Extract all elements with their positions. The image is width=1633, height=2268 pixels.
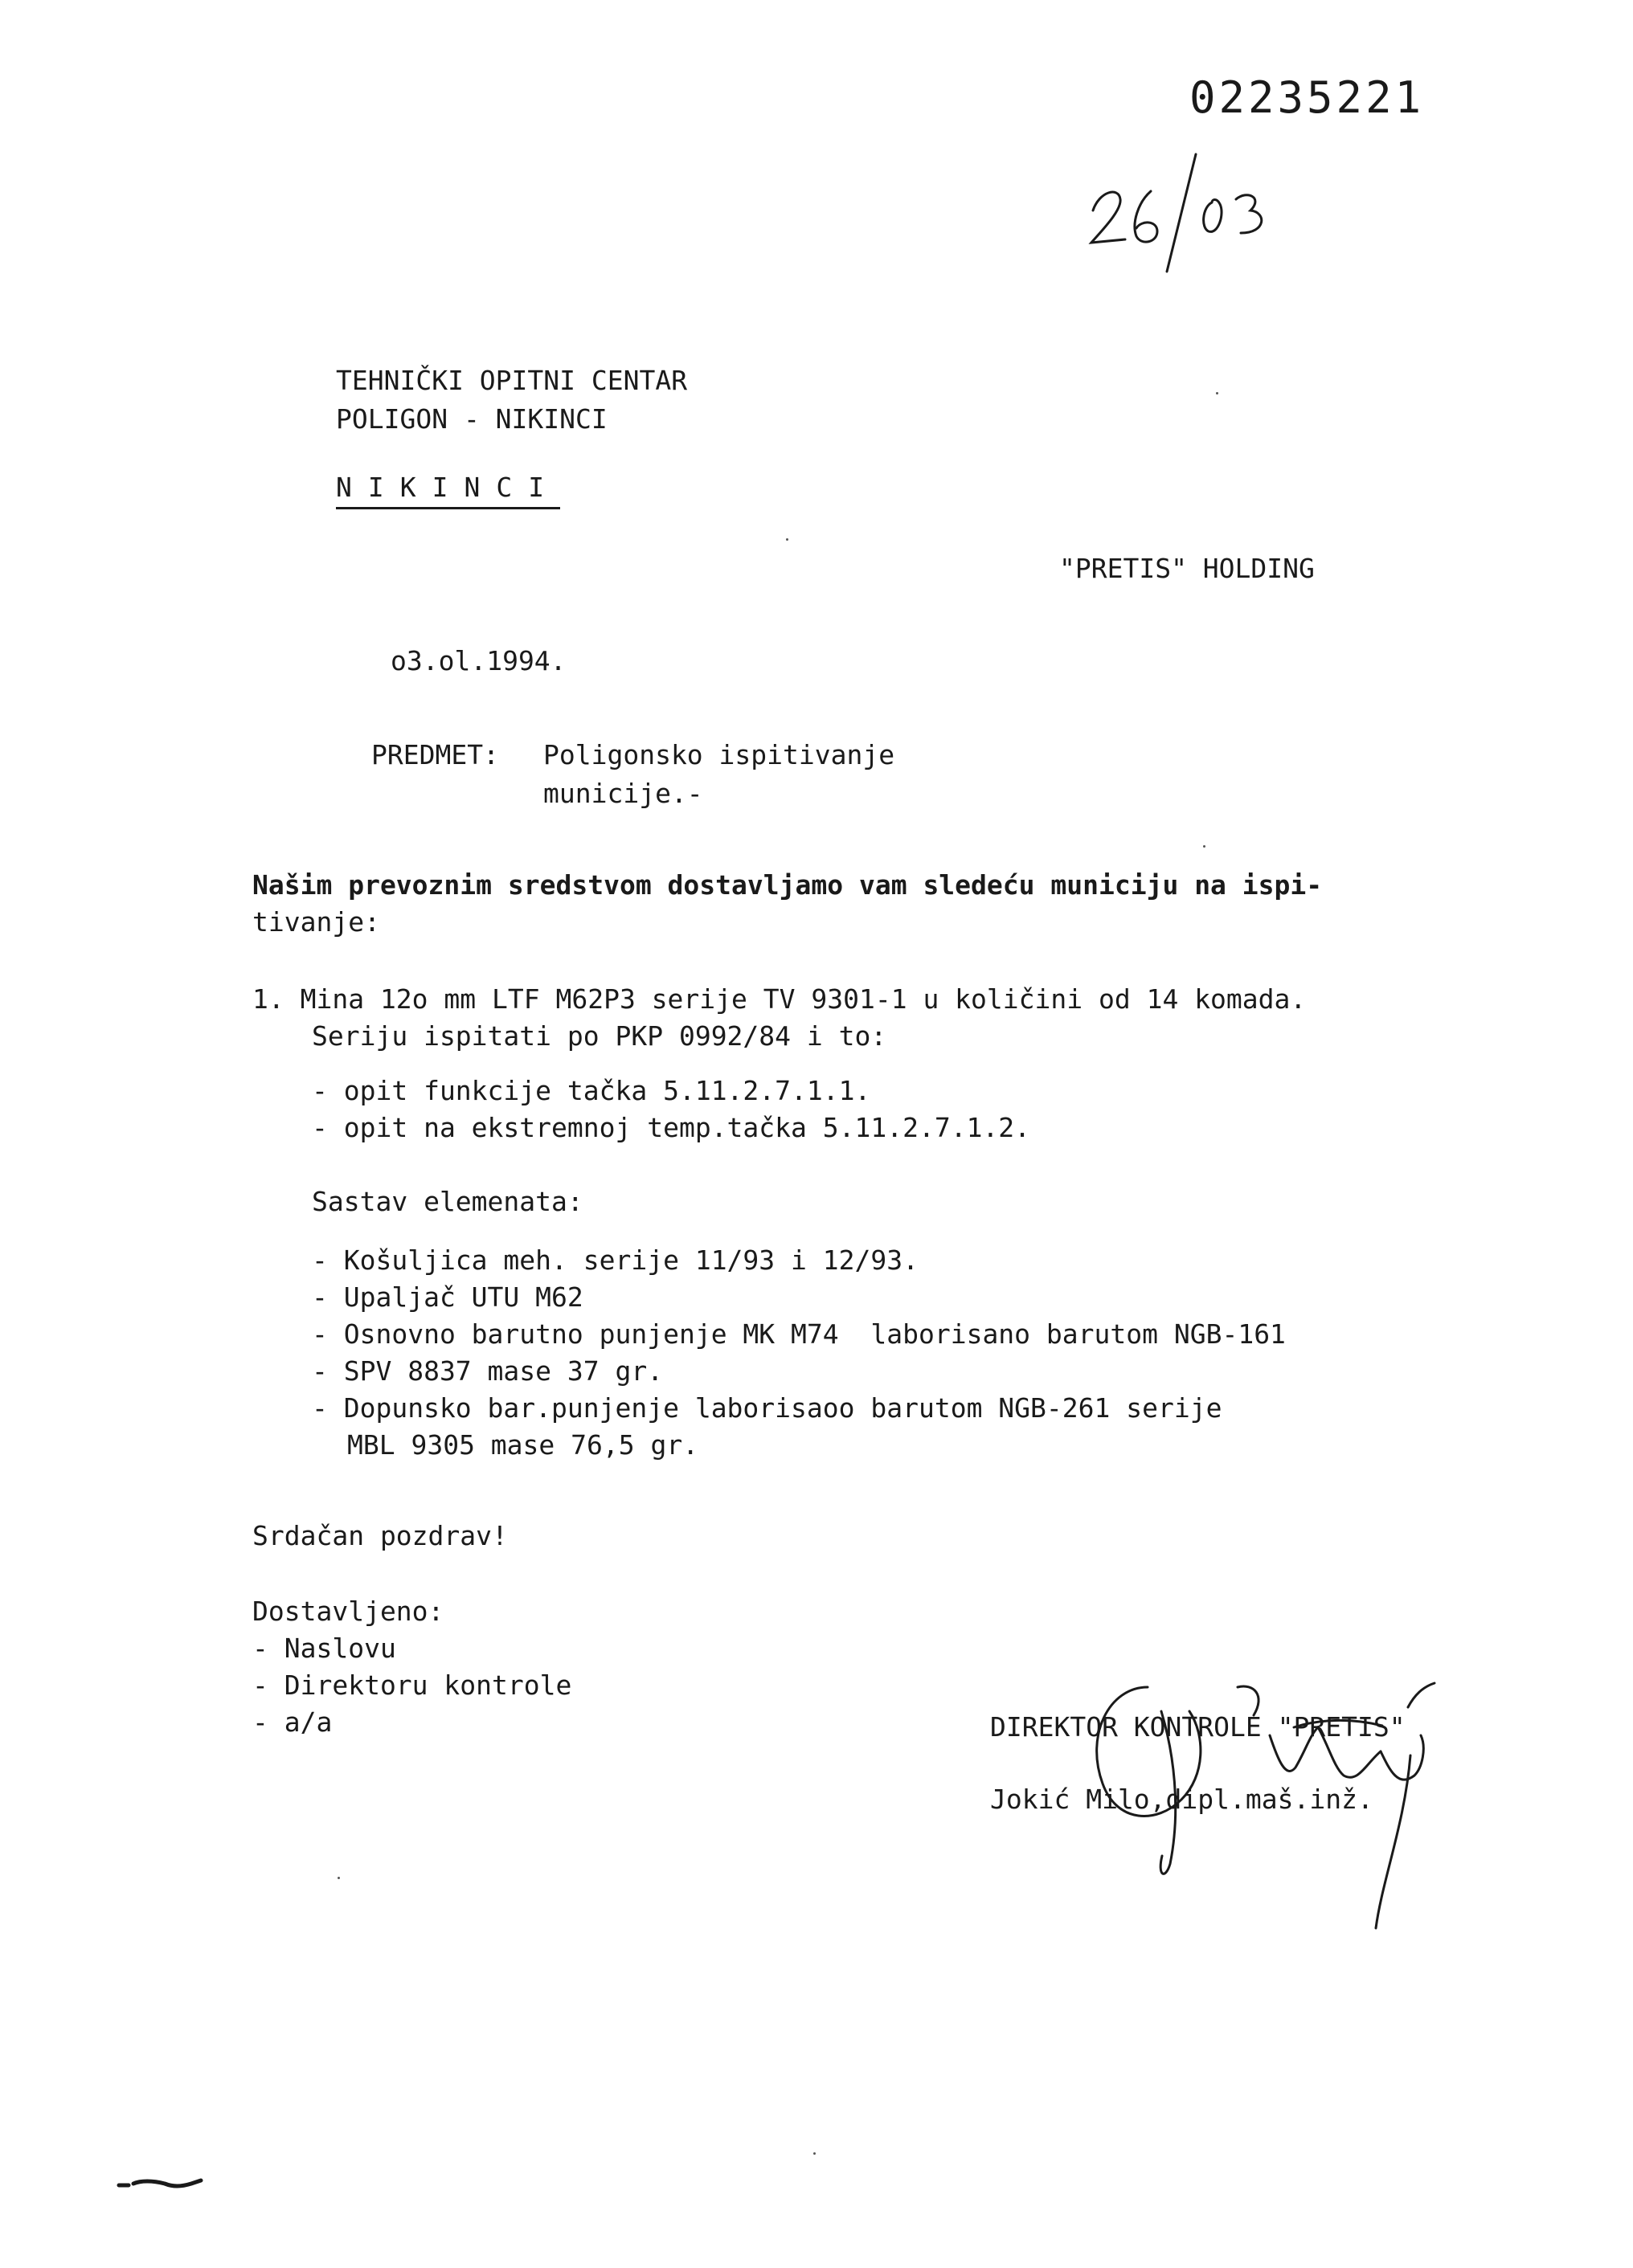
scan-speck xyxy=(1203,845,1205,848)
document-date: o3.ol.1994. xyxy=(391,645,567,676)
elements-heading: Sastav elemenata: xyxy=(312,1186,583,1217)
subject-line-1: Poligonsko ispitivanje xyxy=(543,739,895,770)
intro-line-1: Našim prevoznim sredstvom dostavljamo vam sledeću municiju na ispi- xyxy=(252,869,1323,901)
distribution-heading: Dostavljeno: xyxy=(252,1596,444,1627)
element-item: - Upaljač UTU M62 xyxy=(312,1281,583,1313)
element-item: - Dopunsko bar.punjenje laborisaoo barutom NGB-261 serije xyxy=(312,1392,1222,1424)
scan-speck xyxy=(338,1877,340,1879)
element-item-continuation: MBL 9305 mase 76,5 gr. xyxy=(347,1429,699,1461)
closing-greeting: Srdačan pozdrav! xyxy=(252,1520,508,1551)
distribution-item: - Direktoru kontrole xyxy=(252,1669,572,1701)
element-item: - Osnovno barutno punjenje MK M74 laborisano barutom NGB-161 xyxy=(312,1318,1286,1350)
addressee-city: NIKINCI xyxy=(336,470,560,509)
subject-label: PREDMET: xyxy=(371,739,499,770)
item-1-line-1: 1. Mina 12o mm LTF M62P3 serije TV 9301-1 u količini od 14 komada. xyxy=(252,983,1307,1015)
test-item: - opit funkcije tačka 5.11.2.7.1.1. xyxy=(312,1075,871,1106)
sender-name: "PRETIS" HOLDING xyxy=(1059,553,1315,584)
distribution-item: - Naslovu xyxy=(252,1633,396,1664)
scan-speck xyxy=(786,538,788,541)
subject-line-2: municije.- xyxy=(543,778,703,809)
addressee-line-1: TEHNIČKI OPITNI CENTAR xyxy=(336,365,688,396)
distribution-item: - a/a xyxy=(252,1706,333,1738)
signatory-title: DIREKTOR KONTROLE "PRETIS" xyxy=(990,1711,1406,1743)
element-item: - SPV 8837 mase 37 gr. xyxy=(312,1355,664,1387)
intro-line-2: tivanje: xyxy=(252,906,380,938)
scan-speck xyxy=(1216,392,1218,394)
document-number: 02235221 xyxy=(1189,72,1425,123)
scan-speck xyxy=(813,2152,816,2155)
addressee-line-2: POLIGON - NIKINCI xyxy=(336,403,608,435)
signatory-name: Jokić Milo,dipl.maš.inž. xyxy=(990,1784,1373,1815)
test-item: - opit na ekstremnoj temp.tačka 5.11.2.7.1.2. xyxy=(312,1112,1031,1143)
element-item: - Košuljica meh. serije 11/93 i 12/93. xyxy=(312,1244,919,1276)
item-1-line-2: Seriju ispitati po PKP 0992/84 i to: xyxy=(312,1020,887,1052)
